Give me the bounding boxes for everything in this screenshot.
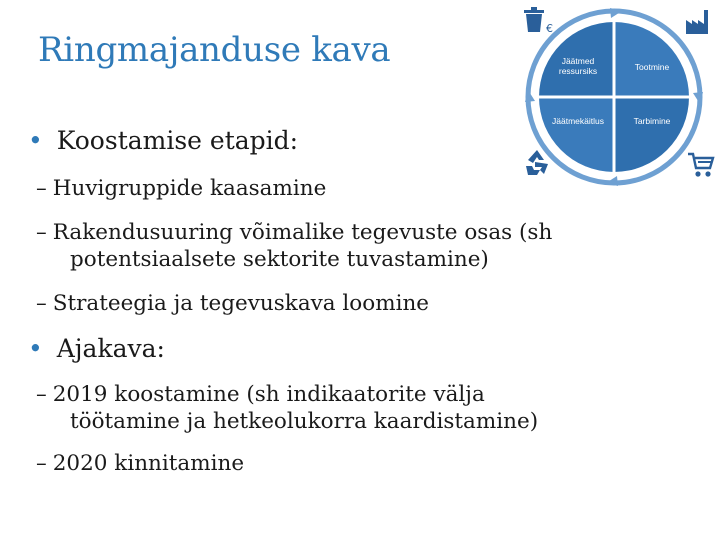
bullet-label: Ajakava:	[56, 334, 165, 363]
factory-icon	[686, 10, 708, 34]
quadrant-label-1: Jäätmed	[561, 56, 595, 66]
circular-economy-diagram	[510, 0, 718, 200]
quadrant-bottom-right	[614, 97, 689, 172]
sub-item-text: 2019 koostamine (sh indikaatorite välja	[52, 382, 485, 407]
sub-item: – Rakendusuuring võimalike tegevuste osas (sh potentsiaalsete sektorite tuvastamine)	[36, 220, 553, 272]
recycle-icon	[526, 150, 548, 175]
quadrant-label-4: Tarbimine	[633, 116, 671, 126]
slide-title: Ringmajanduse kava	[38, 30, 391, 70]
sub-item-text: 2020 kinnitamine	[52, 451, 245, 476]
bullet-ajakava	[28, 334, 165, 363]
sub-item: – 2020 kinnitamine	[36, 451, 245, 476]
sub-item: – 2019 koostamine (sh indikaatorite välja töötamine ja hetkeolukorra kaardistamine)	[36, 382, 539, 434]
sub-item-text: Rakendusuuring võimalike tegevuste osas (sh	[52, 220, 553, 245]
sub-item-text: Strateegia ja tegevuskava loomine	[52, 291, 430, 316]
quadrant-label-1b: ressursiks	[558, 66, 598, 76]
sub-item: – Huvigruppide kaasamine	[36, 176, 327, 201]
quadrant-label-2: Tootmine	[634, 62, 670, 72]
quadrant-bottom-left	[539, 97, 614, 172]
sub-item: – Strateegia ja tegevuskava loomine	[36, 291, 430, 316]
shopping-cart-icon	[688, 154, 713, 177]
bullet-koostamise-etapid	[28, 126, 298, 155]
quadrant-top-right	[614, 22, 689, 97]
bullet-label: Koostamise etapid:	[56, 126, 299, 155]
trash-bin-icon	[524, 7, 544, 32]
bullet-dot: •	[28, 334, 43, 363]
bullet-dot: •	[28, 126, 43, 155]
currency-symbol: €	[546, 22, 553, 35]
sub-item-text-cont: töötamine ja hetkeolukorra kaardistamine)	[70, 409, 539, 434]
sub-item-text: Huvigruppide kaasamine	[52, 176, 327, 201]
sub-item-text-cont: potentsiaalsete sektorite tuvastamine)	[70, 247, 489, 272]
quadrant-label-3: Jäätmekäitlus	[552, 116, 604, 126]
